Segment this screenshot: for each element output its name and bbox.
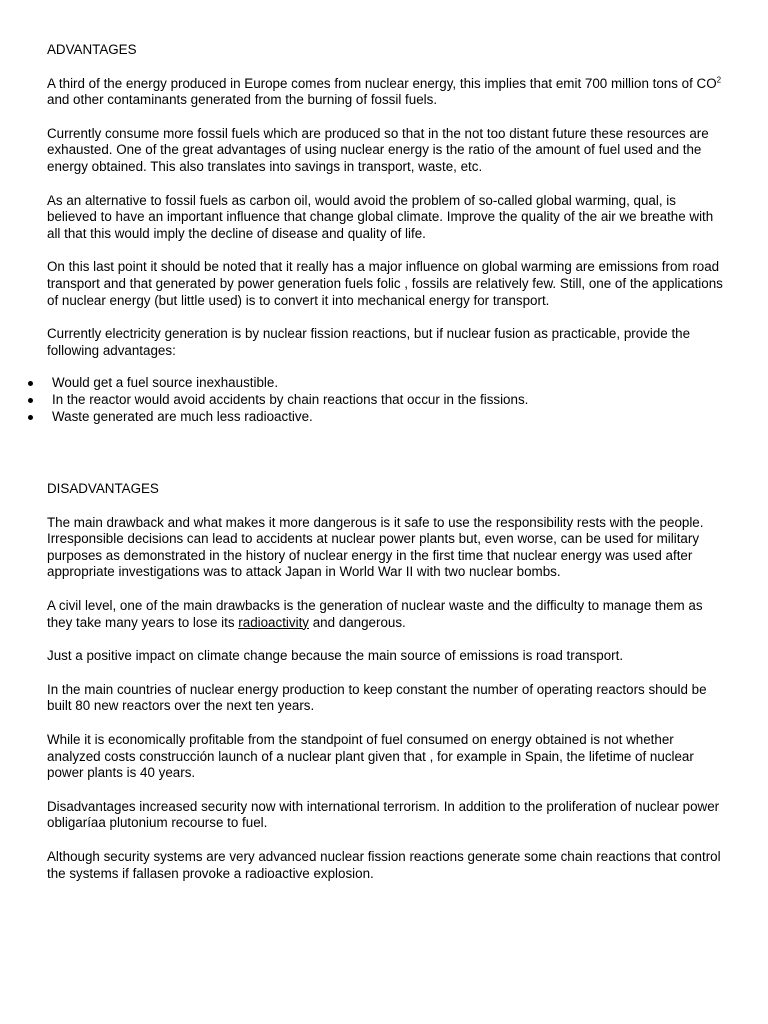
advantages-paragraph-3: As an alternative to fossil fuels as carbon oil, would avoid the problem of so-called global warming, qual, is believed to have an important influence that change global climate. Improve the quality of the air we breathe with all that this would imply the decline of disease and quality of life. [47,192,714,241]
disadvantages-paragraph-7: Although security systems are very advanced nuclear fission reactions generate some chain reactions that control the systems if fallasen provoke a radioactive explosion. [47,849,721,881]
bullet-icon [28,398,33,403]
radioactivity-link[interactable]: radioactivity [238,614,309,630]
disadvantages-paragraph-2-text-a: A civil level, one of the main drawbacks is the generation of nuclear waste and the difficulty to manage them as they take many years to lose its [47,598,703,630]
list-item [47,375,728,392]
disadvantages-paragraph-1: The main drawback and what makes it more dangerous is it safe to use the responsibility rests with the people. Irresponsible decisions can lead to accidents at nuclear power plants but, even worse, can be used for military purposes as demonstrated in the history of nuclear energy in the first time that nuclear energy was used after appropriate investigations was to attack Japan in World War II with two nuclear bombs. [47,514,704,580]
list-item [47,409,728,426]
disadvantages-paragraph-2 [47,598,728,631]
bullet-icon [28,381,33,386]
section-spacer [47,425,728,481]
list-item [47,392,728,409]
bullet-text: In the reactor would avoid accidents by chain reactions that occur in the fissions. [52,391,529,407]
advantages-paragraph-2: Currently consume more fossil fuels which are produced so that in the not too distant future these resources are exhausted. One of the great advantages of using nuclear energy is the ratio of the amount of fuel used and the energy obtained. This also translates into savings in transport, waste, etc. [47,125,709,174]
disadvantages-paragraph-5: While it is economically profitable from the standpoint of fuel consumed on energy obtained is not whether analyzed costs construcción launch of a nuclear plant given that , for example in Spain, the lifetime of nuclear power plants is 40 years. [47,732,694,781]
disadvantages-paragraph-4: In the main countries of nuclear energy production to keep constant the number of operating reactors should be built 80 new reactors over the next ten years. [47,681,707,714]
bullet-icon [28,415,33,420]
disadvantages-heading: DISADVANTAGES [47,481,159,497]
advantages-paragraph-1 [47,76,728,109]
advantages-paragraph-4: On this last point it should be noted that it really has a major influence on global warming are emissions from road transport and that generated by power generation fuels folic , fossils are relatively few. Still, one of the applications of nuclear energy (but little used) is to convert it into mechanical energy for transport. [47,259,723,308]
advantages-paragraph-1-text-b: and other contaminants generated from the burning of fossil fuels. [47,92,438,108]
advantages-paragraph-1-text-a: A third of the energy produced in Europe comes from nuclear energy, this implies that emit 700 million tons of CO [47,75,717,91]
bullet-text: Would get a fuel source inexhaustible. [52,375,279,391]
co2-subscript-2: 2 [716,75,722,85]
advantages-heading: ADVANTAGES [47,42,137,57]
disadvantages-paragraph-3: Just a positive impact on climate change because the main source of emissions is road transport. [47,648,624,664]
disadvantages-paragraph-6: Disadvantages increased security now with international terrorism. In addition to the proliferation of nuclear power obligaríaa plutonium recourse to fuel. [47,798,720,831]
advantages-bullet-list [47,375,728,425]
disadvantages-paragraph-2-text-b: and dangerous. [308,614,406,630]
advantages-paragraph-5: Currently electricity generation is by nuclear fission reactions, but if nuclear fusion as practicable, provide the following advantages: [47,326,691,358]
bullet-text: Waste generated are much less radioactive. [52,408,313,424]
